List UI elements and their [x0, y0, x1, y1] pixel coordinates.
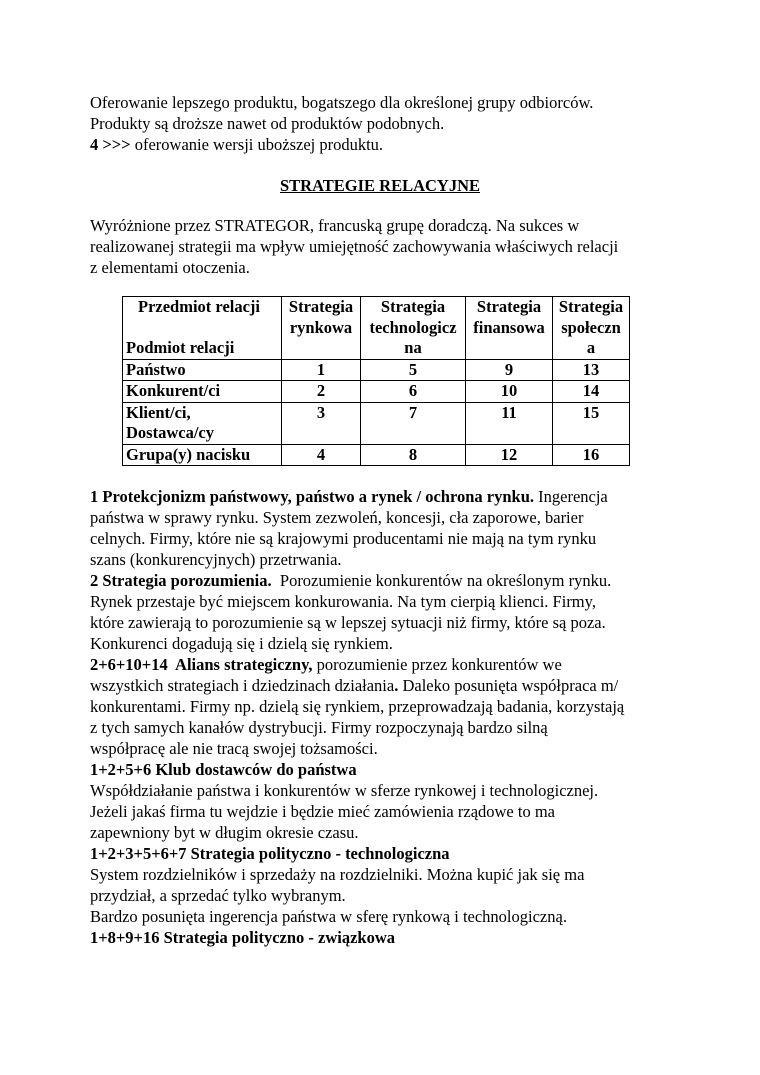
table-corner-cell	[123, 297, 282, 360]
strategy-heading: 1+2+3+5+6+7 Strategia polityczno - technologiczna	[90, 844, 450, 863]
table-cell: 5	[361, 359, 466, 381]
row-label	[123, 402, 282, 444]
strategy-text-line: konkurentami. Firmy np. dzielą się rynkiem, przeprowadzają badania, korzystają	[90, 697, 625, 716]
strategy-text-line: zapewniony byt w długim okresie czasu.	[90, 823, 359, 842]
column-header-line: a	[586, 338, 596, 357]
strategy-text: Daleko posunięta współpraca m/	[398, 676, 619, 695]
strategy-text-line: System rozdzielników i sprzedaży na rozdzielniki. Można kupić jak się ma	[90, 865, 585, 884]
table-cell: 3	[282, 402, 361, 444]
table-cell: 12	[466, 444, 553, 466]
strategy-text-line: Rynek przestaje być miejscem konkurowania. Na tym cierpią klienci. Firmy,	[90, 592, 596, 611]
table-row	[123, 359, 630, 381]
table-cell: 15	[553, 402, 630, 444]
strategies-list	[90, 486, 690, 948]
column-header-line: Strategia	[380, 297, 446, 316]
row-label-line: Klient/ci,	[126, 402, 191, 422]
strategy-text-line: które zawierają to porozumienie są w lepszej sytuacji niż firmy, które są poza.	[90, 613, 606, 632]
column-header-line: społeczn	[561, 317, 621, 337]
table-cell: 1	[282, 359, 361, 381]
row-label-line: Dostawca/cy	[126, 423, 214, 442]
strategy-text-line: Jeżeli jakaś firma tu wejdzie i będzie mieć zamówienia rządowe to ma	[90, 802, 555, 821]
description-line: z elementami otoczenia.	[90, 258, 250, 277]
table-cell: 7	[361, 402, 466, 444]
strategy-text-line: Bardzo posunięta ingerencja państwa w sferę rynkową i technologiczną.	[90, 907, 567, 926]
strategy-text-line: współpracę ale nie tracą swojej tożsamości.	[90, 739, 378, 758]
strategy-heading-line	[90, 486, 690, 507]
strategy-text-line	[90, 675, 690, 696]
row-label: Grupa(y) nacisku	[123, 444, 282, 466]
row-label: Konkurent/ci	[123, 381, 282, 403]
row-label: Państwo	[123, 359, 282, 381]
strategy-text: Ingerencja	[534, 487, 608, 506]
strategy-heading-line	[90, 654, 690, 675]
strategy-text: wszystkich strategiach i dziedzinach działania	[90, 676, 395, 695]
column-header-line: finansowa	[473, 317, 545, 337]
table-cell: 9	[466, 359, 553, 381]
strategy-text-dot: .	[394, 676, 399, 695]
column-header	[282, 297, 361, 360]
table-row	[123, 402, 630, 444]
intro-line: Oferowanie lepszego produktu, bogatszego dla określonej grupy odbiorców.	[90, 93, 594, 112]
corner-bottom-label: Podmiot relacji	[126, 338, 235, 357]
strategy-heading: 1 Protekcjonizm państwowy, państwo a rynek / ochrona rynku.	[90, 487, 535, 506]
table-cell: 10	[466, 381, 553, 403]
table-cell: 6	[361, 381, 466, 403]
strategy-text-line: celnych. Firmy, które nie są krajowymi producentami nie mają na tym rynku	[90, 529, 597, 548]
strategy-text: Porozumienie konkurentów na określonym rynku.	[271, 571, 612, 590]
relations-table	[122, 296, 630, 466]
column-header-line: na	[404, 338, 422, 357]
strategy-text-line: Konkurenci dogadują się i dzielą się rynkiem.	[90, 634, 393, 653]
strategy-text-line: Współdziałanie państwa i konkurentów w sferze rynkowej i technologicznej.	[90, 781, 599, 800]
corner-top-label: Przedmiot relacji	[138, 297, 261, 316]
table-cell: 14	[553, 381, 630, 403]
table-row	[123, 444, 630, 466]
description-paragraph	[90, 215, 690, 278]
strategy-heading: 2+6+10+14 Alians strategiczny,	[90, 655, 313, 674]
strategy-text-line: z tych samych kanałów dystrybucji. Firmy rozpoczynają bardzo silną	[90, 718, 548, 737]
table-cell: 16	[553, 444, 630, 466]
strategy-text: porozumienie przez konkurentów we	[312, 655, 562, 674]
column-header-line: Strategia	[476, 297, 542, 316]
strategy-heading-line	[90, 570, 690, 591]
table-cell: 13	[553, 359, 630, 381]
table-row	[123, 381, 630, 403]
strategy-text-line: przydział, a sprzedać tylko wybranym.	[90, 886, 346, 905]
column-header-line: technologicz	[369, 317, 457, 337]
column-header-line: rynkowa	[289, 317, 353, 337]
intro-paragraph	[90, 92, 690, 155]
section-title: STRATEGIE RELACYJNE	[279, 176, 481, 195]
strategy-heading: 2 Strategia porozumienia.	[90, 571, 272, 590]
description-line: Wyróżnione przez STRATEGOR, francuską grupę doradczą. Na sukces w	[90, 216, 580, 235]
intro-line-text: oferowanie wersji uboższej produktu.	[130, 135, 384, 154]
table-header-row	[123, 297, 630, 360]
column-header	[361, 297, 466, 360]
table-cell: 2	[282, 381, 361, 403]
column-header-line: Strategia	[558, 297, 624, 316]
column-header	[466, 297, 553, 360]
table-cell: 11	[466, 402, 553, 444]
strategy-heading: 1+2+5+6 Klub dostawców do państwa	[90, 760, 357, 779]
table-cell: 4	[282, 444, 361, 466]
column-header-line: Strategia	[288, 297, 354, 316]
table-cell: 8	[361, 444, 466, 466]
intro-line: Produkty są droższe nawet od produktów podobnych.	[90, 114, 445, 133]
strategy-heading: 1+8+9+16 Strategia polityczno - związkowa	[90, 928, 396, 947]
strategy-text-line: państwa w sprawy rynku. System zezwoleń, koncesji, cła zaporowe, barier	[90, 508, 584, 527]
intro-line	[90, 134, 690, 155]
strategy-text-line: szans (konkurencyjnych) przetrwania.	[90, 550, 342, 569]
description-line: realizowanej strategii ma wpływ umiejętność zachowywania właściwych relacji	[90, 237, 619, 256]
intro-marker: 4 >>>	[90, 135, 131, 154]
column-header	[553, 297, 630, 360]
